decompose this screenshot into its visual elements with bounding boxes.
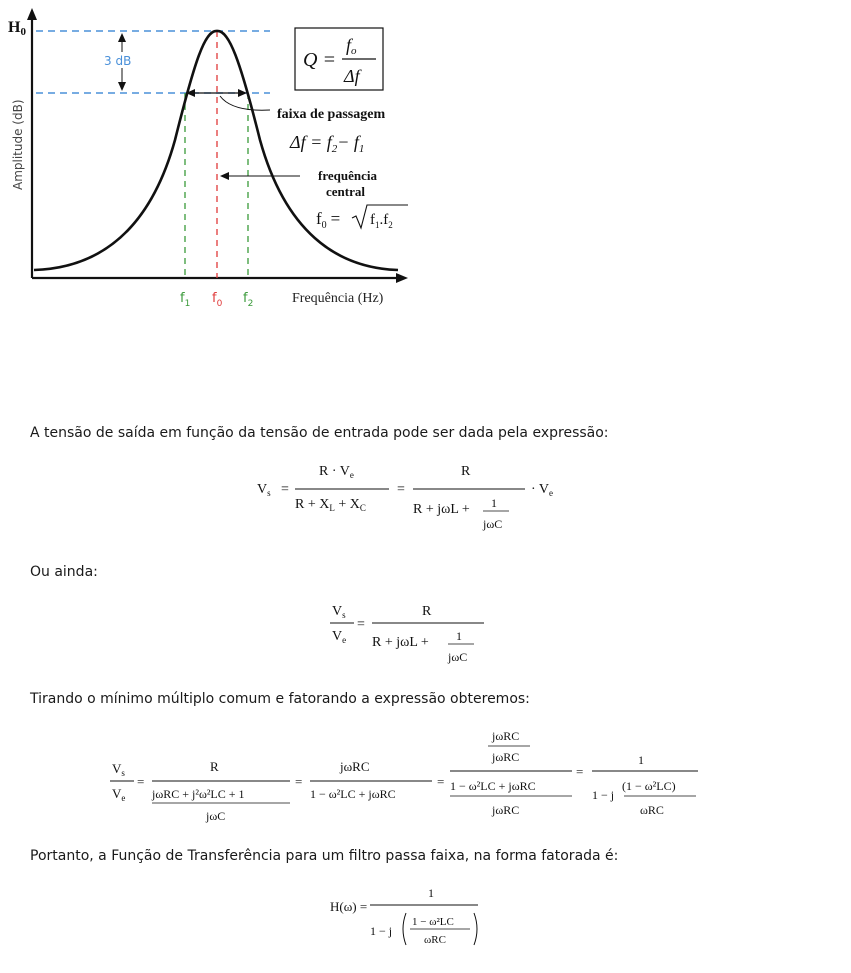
paragraph-mmc: Tirando o mínimo múltiplo comum e fatorando a expressão obteremos: — [30, 691, 530, 707]
f2-tick-label — [243, 291, 253, 309]
svg-text:R: R — [210, 759, 219, 774]
svg-text:R: R — [422, 604, 432, 619]
paragraph-ou-ainda: Ou ainda: — [30, 564, 98, 580]
equation-factored-chain — [110, 726, 730, 826]
svg-text:=: = — [137, 774, 145, 789]
svg-text:=: = — [437, 774, 445, 789]
central-arrow — [220, 172, 229, 180]
bandpass-chart — [0, 0, 430, 318]
svg-text:1 − ω²LC + jωRC: 1 − ω²LC + jωRC — [450, 779, 536, 793]
svg-text:Vs: $V_s$ — [112, 761, 125, 778]
svg-text:=: = — [357, 617, 365, 632]
svg-text:1 − j: 1 − j — [592, 788, 615, 802]
central-label-line2: central — [326, 184, 365, 199]
svg-text:Vs: $V_s$ — [332, 604, 346, 620]
svg-text:f1: $f_1$ — [180, 291, 191, 309]
equation-transfer-function — [328, 883, 498, 963]
svg-text:· Ve: · $V_e$ — [531, 482, 554, 498]
svg-text:1 − j: 1 − j — [370, 924, 393, 938]
q-numerator: fo — [346, 35, 357, 57]
f0-tick-label — [212, 291, 223, 309]
svg-text:jωC: jωC — [206, 809, 226, 823]
h0-label: H0 — [8, 19, 26, 38]
svg-text:R: R — [461, 464, 471, 479]
equation-ratio — [330, 598, 500, 668]
svg-text:jωC: jωC — [448, 650, 468, 664]
svg-text:1 − ω²LC: 1 − ω²LC — [412, 916, 454, 928]
svg-text:=: = — [295, 774, 303, 789]
3db-arrow-down — [118, 82, 126, 91]
svg-text:Ve: $V_e$ — [112, 786, 126, 803]
q-lhs: Q = — [303, 49, 336, 71]
svg-text:R + XL + XC: $R + X_L + X_C$ — [295, 497, 366, 513]
paragraph-transfer-function: Portanto, a Função de Transferência para um filtro passa faixa, na forma fatorada é: — [30, 848, 619, 864]
svg-text:=: = — [397, 482, 405, 497]
band-title: faixa de passagem — [277, 107, 386, 122]
3db-label: 3 dB — [104, 54, 132, 68]
svg-text:f1.f2: $f_1.f_2$ — [370, 212, 393, 230]
svg-text:1: 1 — [638, 753, 644, 767]
paragraph-output-voltage: A tensão de saída em função da tensão de entrada pode ser dada pela expressão: — [30, 425, 609, 441]
svg-text:jωRC + j²ω²LC + 1: jωRC + j²ω²LC + 1 — [152, 787, 245, 801]
svg-text:Vs: $V_s$ — [257, 482, 271, 498]
svg-text:H(ω) =: H(ω) = — [330, 899, 368, 914]
band-equation: $\Delta f = f_2- f_1$ — [290, 132, 365, 155]
svg-text:1 − ω²LC + jωRC: 1 − ω²LC + jωRC — [310, 787, 396, 801]
svg-text:1: 1 — [456, 629, 462, 643]
f1-tick-label — [180, 291, 190, 309]
central-equation — [316, 205, 408, 231]
svg-text:jωC: jωC — [483, 517, 503, 531]
central-label-line1: frequência — [318, 168, 377, 183]
y-axis-label: Amplitude (dB) — [11, 99, 25, 190]
svg-text:=: = — [281, 482, 289, 497]
svg-text:f0=: $f_0$ = — [316, 209, 341, 231]
svg-text:1: 1 — [491, 496, 497, 510]
svg-text:R + jωL +: R + jωL + — [372, 635, 429, 650]
svg-text:jωRC: jωRC — [340, 759, 370, 774]
equation-output-voltage — [255, 455, 575, 537]
svg-text:R · Ve: $R \cdot V_e$ — [319, 464, 354, 480]
3db-arrow-up — [118, 33, 126, 42]
svg-text:jωRC: jωRC — [492, 750, 520, 764]
svg-text:=: = — [576, 764, 584, 779]
q-denominator: Δf — [344, 66, 360, 86]
svg-text:ωRC: ωRC — [424, 934, 446, 946]
svg-text:f0: $f_0$ — [212, 291, 223, 309]
svg-text:ωRC: ωRC — [640, 803, 664, 817]
x-axis-label: Frequência (Hz) — [292, 291, 384, 306]
x-axis-arrow — [396, 273, 408, 283]
svg-text:1: 1 — [428, 886, 434, 900]
svg-text:Ve: $V_e$ — [332, 629, 347, 645]
svg-text:R + jωL +: R + jωL + — [413, 502, 470, 517]
svg-text:jωRC: jωRC — [492, 803, 520, 817]
svg-text:f2: $f_2$ — [243, 291, 254, 309]
svg-text:(1 − ω²LC): (1 − ω²LC) — [622, 779, 676, 793]
svg-text:jωRC: jωRC — [492, 729, 520, 743]
y-axis-arrow — [27, 8, 37, 20]
